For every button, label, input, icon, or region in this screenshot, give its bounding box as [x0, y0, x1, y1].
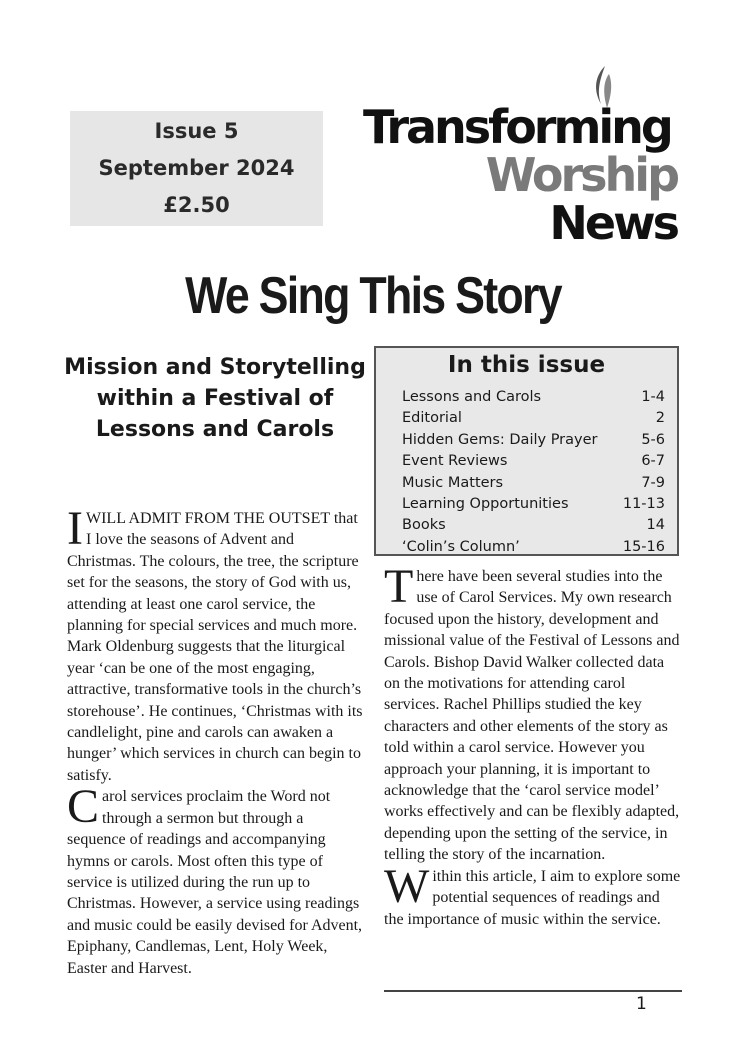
article-column-left: [67, 502, 363, 979]
toc-item: [402, 451, 665, 472]
toc-item: [402, 430, 665, 451]
toc-item: [402, 515, 665, 536]
toc-item-pages: 1-4: [641, 389, 665, 405]
article-paragraph: [384, 560, 682, 866]
page-number: 1: [636, 994, 647, 1014]
toc-item-label: Editorial: [402, 410, 462, 427]
lead-in: WILL ADMIT FROM THE OUTSET: [85, 510, 330, 527]
issue-price: £2.50: [163, 193, 230, 217]
page-title: We Sing This Story: [185, 267, 561, 325]
article-paragraph: [67, 780, 363, 979]
paragraph-text: arol services proclaim the Word not through a sermon but through a sequence of readings and accompanying hymns or carols. Most often this type of service is utilized during the run up to Christmas. However, a service using readings and music could be easily devised for Advent, Epiphany, Candlemas, Lent, Holy Week, Easter and Harvest.: [67, 788, 363, 977]
issue-date: September 2024: [98, 156, 295, 180]
toc-item-pages: 7-9: [641, 474, 665, 491]
drop-cap: I: [67, 502, 83, 555]
drop-cap: C: [67, 780, 100, 834]
toc-item-pages: 14: [646, 517, 665, 534]
paragraph-text: ithin this article, I aim to explore some potential sequences of readings and the importance of music within the service.: [384, 867, 681, 928]
toc-item-label: Hidden Gems: Daily Prayer: [402, 431, 598, 448]
toc-item: [402, 473, 665, 494]
toc-item-pages: 6-7: [641, 453, 665, 470]
logo-line-news: News: [549, 196, 677, 250]
logo-line-transforming: Transforming: [363, 100, 671, 154]
toc-item-pages: 15-16: [622, 538, 665, 555]
paragraph-text: here have been several studies into the use of Carol Services. My own research focused upon the history, development and missional value of the Festival of Lessons and Carols. Bishop David Walker collected data on the motivations for attending carol services. Rachel Phillips studied the key characters and other elements of the story as told within a carol service. However you approach your planning, it is important to acknowledge that the ‘carol service model’ works effectively and can be flexibly adapted, depending upon the setting of the service, in telling the story of the incarnation.: [384, 568, 680, 864]
footer-rule: [384, 990, 682, 992]
toc-list: [402, 387, 665, 558]
toc-item-pages: 5-6: [641, 431, 665, 448]
toc-item: [402, 408, 665, 429]
toc-title: In this issue: [447, 352, 606, 378]
toc-item: [402, 537, 665, 558]
article-subheading: Mission and Storytelling within a Festival of Lessons and Carols: [64, 355, 366, 442]
logo-line-worship: Worship: [485, 148, 677, 202]
toc-item: [402, 494, 665, 515]
drop-cap: T: [384, 560, 414, 613]
toc-item-label: Lessons and Carols: [402, 389, 542, 405]
toc-item-pages: 11-13: [622, 496, 665, 513]
table-of-contents: [374, 346, 679, 556]
toc-item-label: Books: [402, 517, 446, 534]
toc-item-label: ‘Colin’s Column’: [402, 538, 520, 555]
issue-number: Issue 5: [154, 119, 239, 143]
paragraph-text: that I love the seasons of Advent and Christmas. The colours, the tree, the scripture set for the seasons, the story of God with us, attending at least one carol service, the planning for special services and much more. Mark Oldenburg suggests that the liturgical year ‘can be one of the most engaging, attractive, transformative tools in the church’s storehouse’. He continues, ‘Christmas with its candlelight, pine and carols can awaken a hunger’ which services in church can begin to satisfy.: [67, 510, 363, 784]
article-paragraph: [67, 502, 363, 786]
toc-item: [402, 387, 665, 408]
toc-item-label: Learning Opportunities: [402, 496, 569, 513]
issue-info-box: [70, 111, 323, 226]
toc-item-label: Event Reviews: [402, 453, 508, 470]
toc-item-pages: 2: [655, 410, 665, 427]
masthead-logo: [355, 60, 685, 250]
article-column-right: [384, 560, 682, 930]
drop-cap: W: [384, 859, 430, 913]
article-paragraph: [384, 859, 682, 930]
toc-item-label: Music Matters: [402, 474, 504, 491]
